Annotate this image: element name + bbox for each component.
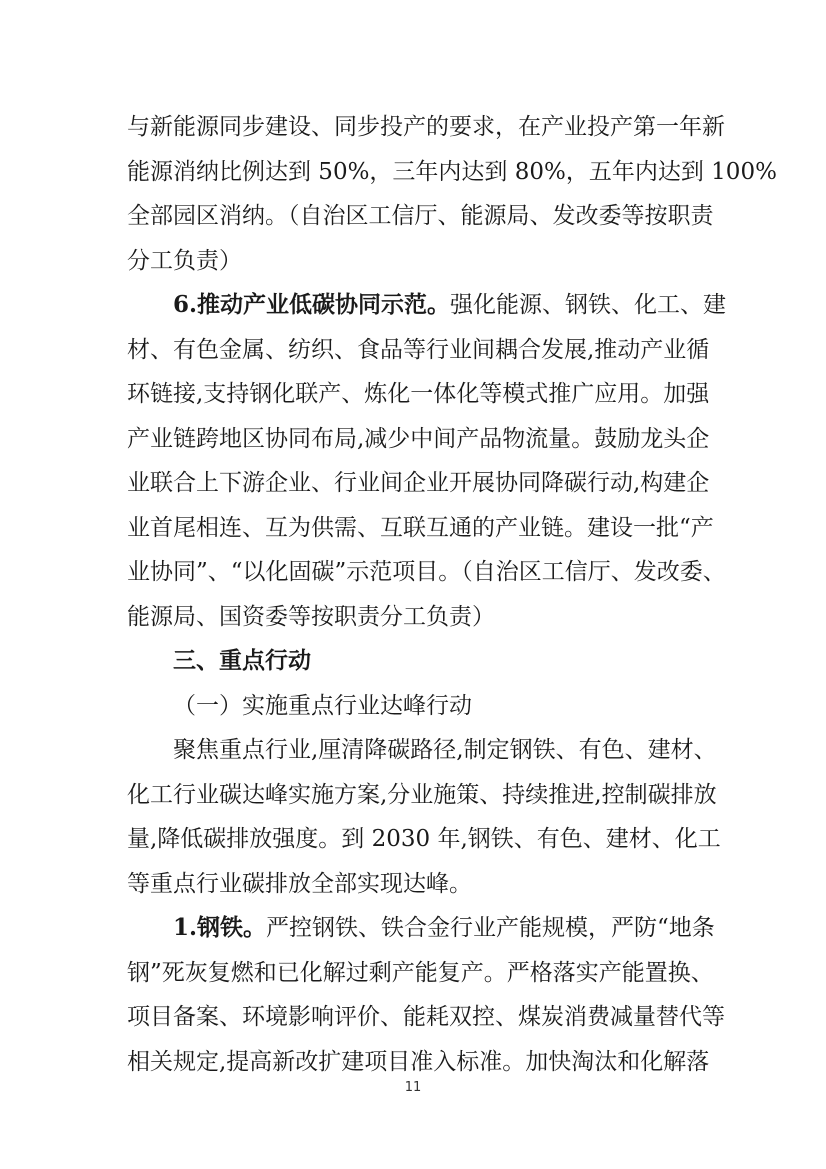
line-text: 业联合上下游企业、行业间企业开展协同降碳行动,构建企 [127, 470, 710, 496]
text-line [127, 110, 725, 144]
text-line [127, 600, 701, 634]
line-text: 与新能源同步建设、同步投产的要求，在产业投产第一年新 [127, 114, 725, 140]
line-text: 分工负责） [127, 247, 242, 274]
line-text: 强化能源、钢铁、化工、建 [450, 292, 727, 318]
text-line [127, 244, 701, 278]
text-line [127, 867, 701, 901]
text-line [127, 511, 714, 545]
line-text: 全部园区消纳。（自治区工信厅、能源局、发改委等按职责 [127, 203, 714, 229]
subsection-heading: （一）实施重点行业达峰行动 [173, 692, 472, 719]
line-text: 相关规定,提高新改扩建项目准入标准。加快淘汰和化解落 [127, 1048, 710, 1075]
line-text: 业协同”、“以化固碳”示范项目。（自治区工信厅、发改委、 [127, 559, 726, 585]
text-line [127, 956, 714, 990]
section-heading-line [173, 288, 727, 322]
line-text: 能源局、国资委等按职责分工负责） [127, 603, 495, 630]
line-text: 产业链跨地区协同布局,减少中间产品物流量。鼓励龙头企 [127, 425, 710, 452]
text-line [127, 822, 721, 856]
line-text: 环链接,支持钢化联产、炼化一体化等模式推广应用。加强 [127, 381, 710, 407]
line-text: 等重点行业碳排放全部实现达峰。 [127, 870, 472, 897]
text-line [127, 555, 726, 589]
text-line [127, 1000, 725, 1034]
line-text: 材、有色金属、纺织、食品等行业间耦合发展,推动产业循 [127, 336, 710, 363]
text-line [127, 333, 710, 367]
text-line [127, 155, 777, 189]
line-text: 能源消纳比例达到 50%，三年内达到 80%，五年内达到 100% [127, 158, 777, 185]
line-text: 化工行业碳达峰实施方案,分业施策、持续推进,控制碳排放 [127, 781, 717, 808]
line-text: 钢”死灰复燃和已化解过剩产能复产。严格落实产能置换、 [127, 959, 714, 986]
text-line [127, 778, 717, 812]
text-line [127, 422, 710, 456]
section-heading-line [173, 911, 715, 945]
line-text: 业首尾相连、互为供需、互联互通的产业链。建设一批“产 [127, 514, 714, 541]
page-number: 11 [404, 1080, 422, 1095]
text-line [173, 733, 717, 767]
line-text: 严控钢铁、铁合金行业产能规模，严防“地条 [266, 915, 715, 941]
text-line [127, 466, 710, 500]
line-text: 聚焦重点行业,厘清降碳路径,制定钢铁、有色、建材、 [173, 737, 717, 763]
text-line [127, 377, 710, 411]
subsection-heading-line [173, 689, 701, 723]
chapter-heading: 三、重点行动 [173, 647, 311, 674]
section-heading: 6.推动产业低碳协同示范。 [173, 291, 451, 318]
line-text: 项目备案、环境影响评价、能耗双控、煤炭消费减量替代等 [127, 1004, 725, 1030]
section-heading: 1.钢铁。 [173, 914, 267, 941]
chapter-heading-line [173, 644, 701, 678]
line-text: 量,降低碳排放强度。到 2030 年,钢铁、有色、建材、化工 [127, 826, 721, 852]
text-line [127, 1045, 710, 1079]
text-line [127, 199, 714, 233]
